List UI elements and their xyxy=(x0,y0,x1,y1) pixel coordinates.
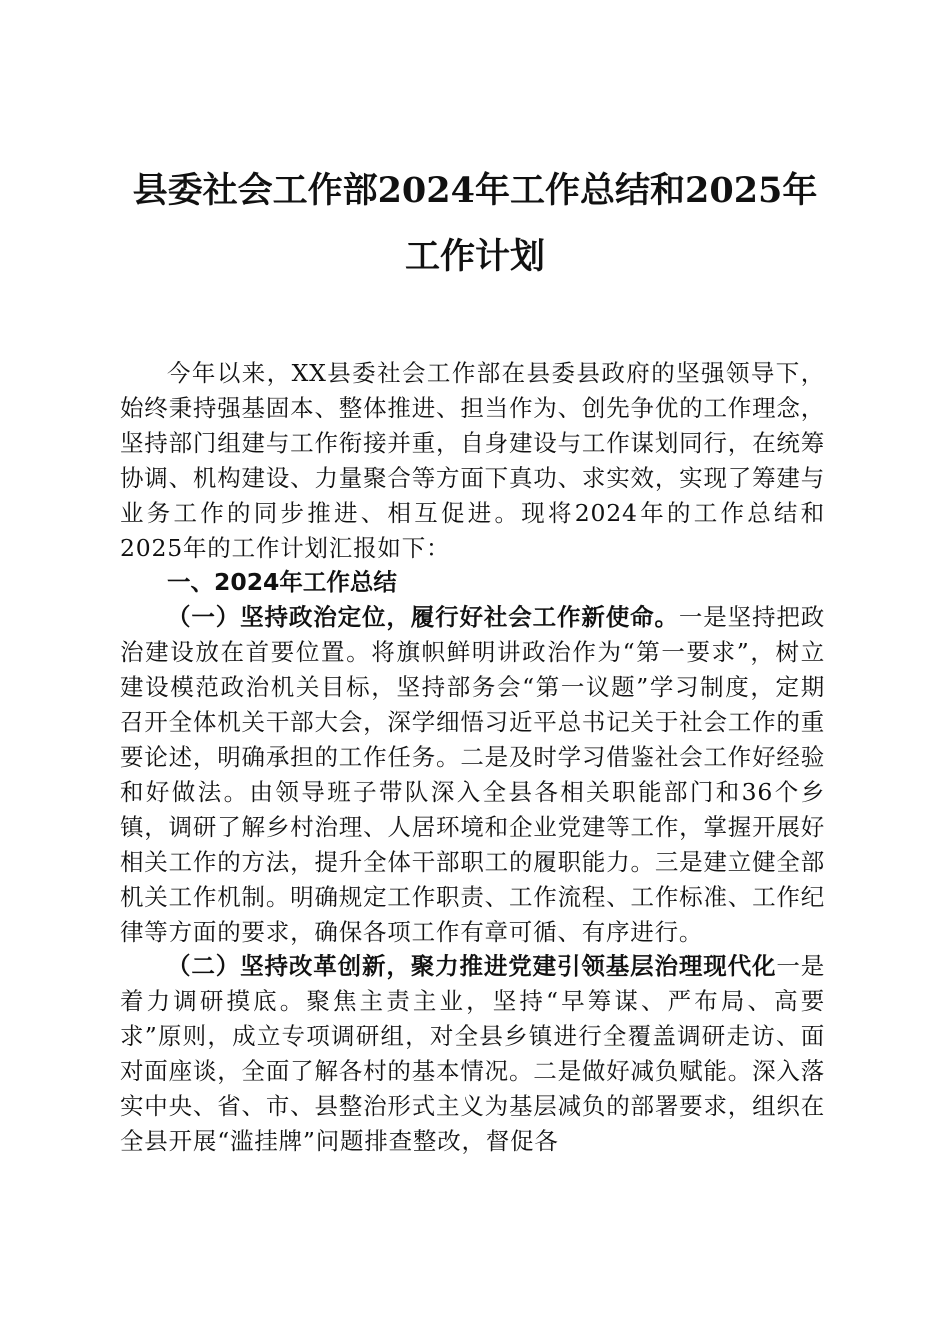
item-2-text: 一是着力调研摸底。聚焦主责主业，坚持“早筹谋、严布局、高要求”原则，成立专项调研组，对全县乡镇进行全覆盖调研走访、面对面座谈，全面了解各村的基本情况。二是做好减负赋能。深入落实中央、省、市、县整治形式主义为基层减负的部署要求，组织在全县开展“滥挂牌”问题排查整改，督促各 xyxy=(120,952,826,1155)
item-1-paragraph xyxy=(120,600,825,949)
item-1-lead: （一）坚持政治定位，履行好社会工作新使命。 xyxy=(167,603,679,632)
item-2-lead: （二）坚持改革创新，聚力推进党建引领基层治理现代化 xyxy=(167,952,777,981)
section-heading: 一、2024年工作总结 xyxy=(167,568,397,597)
intro-paragraph: 今年以来，XX县委社会工作部在县委县政府的坚强领导下，始终秉持强基固本、整体推进、担当作为、创先争优的工作理念，坚持部门组建与工作衔接并重，自身建设与工作谋划同行，在统筹协调、机构建设、力量聚合等方面下真功、求实效，实现了筹建与业务工作的同步推进、相互促进。现将2024年的工作总结和2025年的工作计划汇报如下： xyxy=(120,359,825,562)
document-body xyxy=(120,356,825,1159)
item-2-paragraph xyxy=(120,949,825,1158)
document-title: 县委社会工作部2024年工作总结和2025年工作计划 xyxy=(132,170,818,277)
item-1-text: 一是坚持把政治建设放在首要位置。将旗帜鲜明讲政治作为“第一要求”，树立建设模范政治机关目标，坚持部务会“第一议题”学习制度，定期召开全体机关干部大会，深学细悟习近平总书记关于社会工作的重要论述，明确承担的工作任务。二是及时学习借鉴社会工作好经验和好做法。由领导班子带队深入全县各相关职能部门和36个乡镇，调研了解乡村治理、人居环境和企业党建等工作，掌握开展好相关工作的方法，提升全体干部职工的履职能力。三是建立健全部机关工作机制。明确规定工作职责、工作流程、工作标准、工作纪律等方面的要求，确保各项工作有章可循、有序进行。 xyxy=(120,603,825,946)
